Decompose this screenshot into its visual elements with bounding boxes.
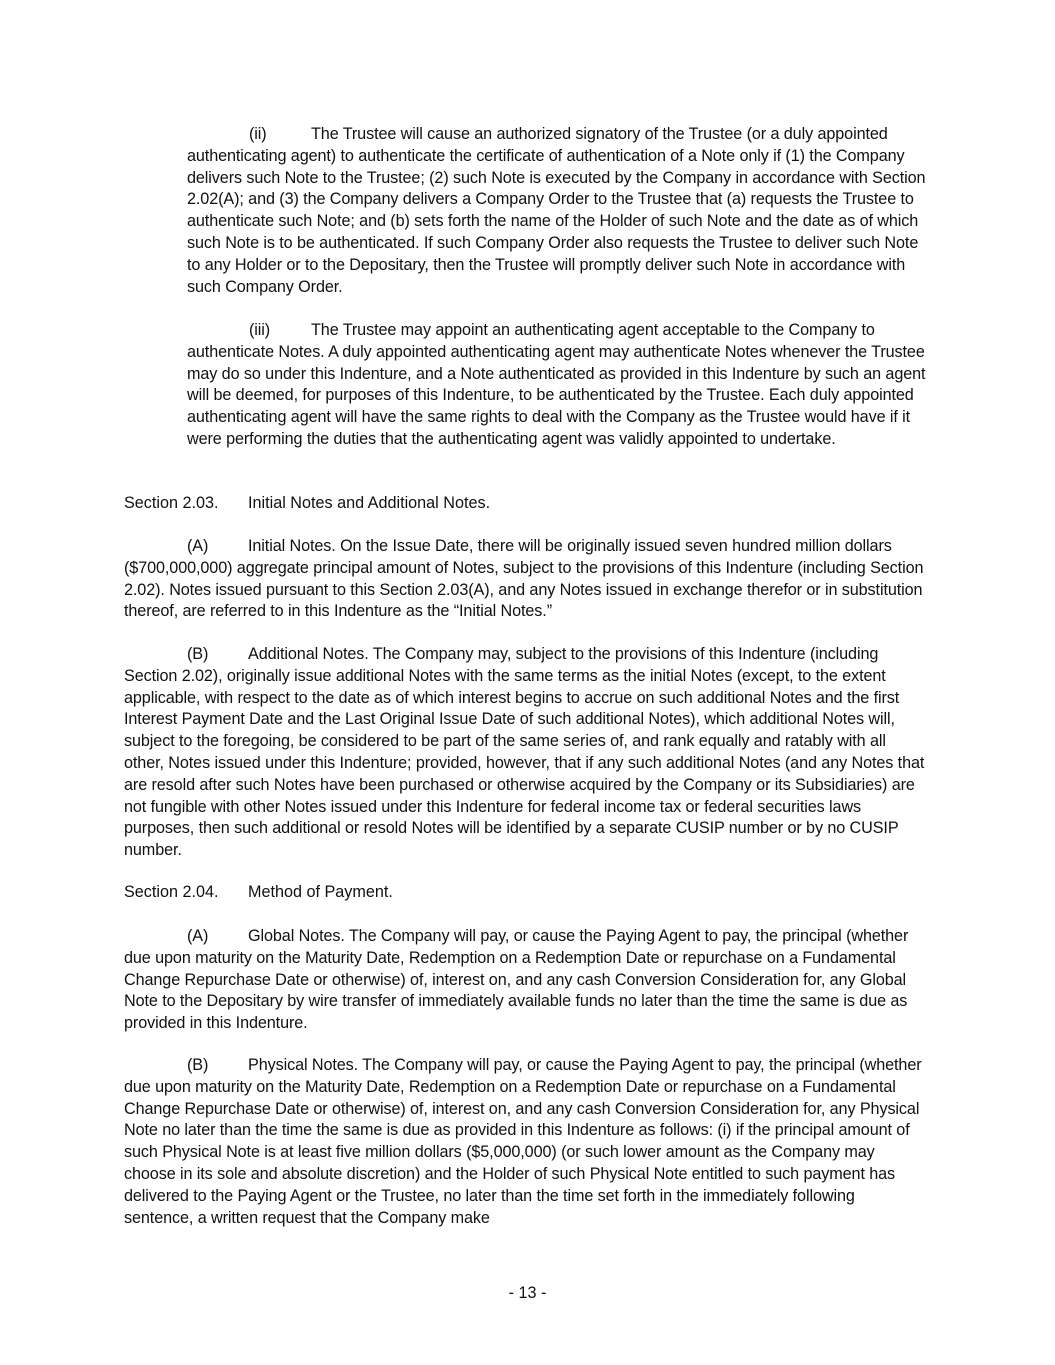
section-2-03-paragraph-a <box>124 536 926 623</box>
section-2-04-number: Section 2.04. <box>124 883 219 901</box>
paragraph-iii-text: The Trustee may appoint an authenticating agent acceptable to the Company to authenticate Notes. A duly appointed authenticating agent may authenticate Notes whenever the Trustee may do so under this Indenture, and a Note authenticated as provided in this Indenture by such an agent will be deemed, for purposes of this Indenture, to be authenticated by the Trustee. Each duly appointed authenticating agent will have the same rights to deal with the Company as the Trustee would have if it were performing the duties that the authenticating agent was validly appointed to undertake. <box>187 321 926 448</box>
section-2-03-b-text: Additional Notes. The Company may, subject to the provisions of this Indenture (including Section 2.02), originally issue additional Notes with the same terms as the initial Notes (except, to the extent applicable, with respect to the date as of which interest begins to accrue on such additional Notes and the first Interest Payment Date and the Last Original Issue Date of such additional Notes), which additional Notes will, subject to the foregoing, be considered to be part of the same series of, and rank equally and ratably with all other, Notes issued under this Indenture; provided, however, that if any such additional Notes (and any Notes that are resold after such Notes have been purchased or otherwise acquired by the Company or its Subsidiaries) are not fungible with other Notes issued under this Indenture for federal income tax or federal securities laws purposes, then such additional or resold Notes will be identified by a separate CUSIP number or by no CUSIP number. <box>124 645 925 860</box>
paragraph-ii-marker: (ii) <box>249 125 267 143</box>
section-2-03-title: Initial Notes and Additional Notes. <box>248 494 491 512</box>
page-number: - 13 - <box>508 1284 547 1302</box>
section-2-03-number: Section 2.03. <box>124 494 219 512</box>
section-2-04-a-text: Global Notes. The Company will pay, or cause the Paying Agent to pay, the principal (whether due upon maturity on the Maturity Date, Redemption on a Redemption Date or repurchase on a Fundamental Change Repurchase Date or otherwise) of, interest on, and any cash Conversion Consideration for, any Global Note to the Depositary by wire transfer of immediately available funds no later than the time the same is due as provided in this Indenture. <box>124 927 909 1033</box>
section-2-03-heading <box>124 493 490 515</box>
section-2-04-heading <box>124 882 393 904</box>
section-2-04-paragraph-a <box>124 926 926 1035</box>
section-2-03-a-marker: (A) <box>187 537 209 555</box>
section-2-04-b-marker: (B) <box>187 1056 209 1074</box>
paragraph-ii <box>187 124 932 298</box>
section-2-04-b-text: Physical Notes. The Company will pay, or cause the Paying Agent to pay, the principal (whether due upon maturity on the Maturity Date, Redemption on a Redemption Date or repurchase on a Fundamental Change Repurchase Date or otherwise) of, interest on, and any cash Conversion Consideration for, any Physical Note no later than the time the same is due as provided in this Indenture as follows: (i) if the principal amount of such Physical Note is at least five million dollars ($5,000,000) (or such lower amount as the Company may choose in its sole and absolute discretion) and the Holder of such Physical Note entitled to such payment has delivered to the Paying Agent or the Trustee, no later than the time set forth in the immediately following sentence, a written request that the Company make <box>124 1056 922 1227</box>
section-2-03-paragraph-b <box>124 644 926 862</box>
section-2-04-a-marker: (A) <box>187 927 209 945</box>
paragraph-iii <box>187 320 932 451</box>
section-2-04-title: Method of Payment. <box>248 883 393 901</box>
section-2-03-b-marker: (B) <box>187 645 209 663</box>
section-2-03-a-text: Initial Notes. On the Issue Date, there will be originally issued seven hundred million dollars ($700,000,000) aggregate principal amount of Notes, subject to the provisions of this Indenture (including Section 2.02). Notes issued pursuant to this Section 2.03(A), and any Notes issued in exchange therefor or in substitution thereof, are referred to in this Indenture as the “Initial Notes.” <box>124 537 924 621</box>
section-2-04-paragraph-b <box>124 1055 926 1229</box>
paragraph-ii-text: The Trustee will cause an authorized signatory of the Trustee (or a duly appointed authenticating agent) to authenticate the certificate of authentication of a Note only if (1) the Company delivers such Note to the Trustee; (2) such Note is executed by the Company in accordance with Section 2.02(A); and (3) the Company delivers a Company Order to the Trustee that (a) requests the Trustee to authenticate such Note; and (b) sets forth the name of the Holder of such Note and the date as of which such Note is to be authenticated. If such Company Order also requests the Trustee to deliver such Note to any Holder or to the Depositary, then the Trustee will promptly deliver such Note in accordance with such Company Order. <box>187 125 926 296</box>
paragraph-iii-marker: (iii) <box>249 321 271 339</box>
